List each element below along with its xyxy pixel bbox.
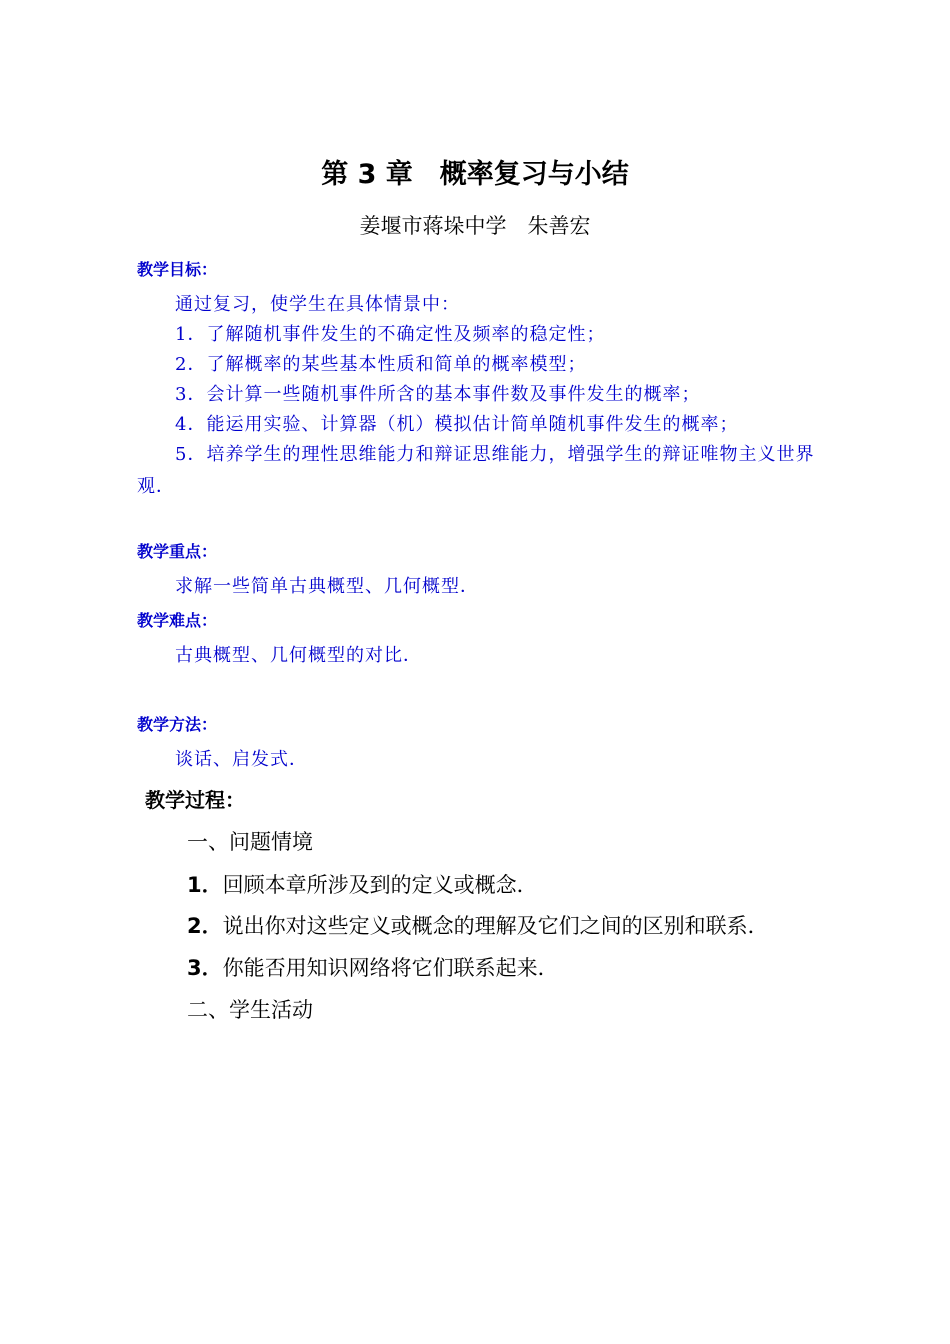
difficulties-text: 古典概型、几何概型的对比．: [175, 645, 422, 666]
key-points-text: 求解一些简单古典概型、几何概型．: [175, 576, 479, 597]
question-number: 2．: [187, 914, 223, 938]
objective-item-5: 5．培养学生的理性思维能力和辩证思维能力，增强学生的辩证唯物主义世界: [175, 444, 815, 465]
objectives-intro: 通过复习，使学生在具体情景中：: [175, 294, 460, 315]
question-text: 你能否用知识网络将它们联系起来．: [222, 956, 559, 980]
methods-heading: 教学方法：: [137, 715, 218, 734]
objective-item-5-continuation: 观．: [137, 476, 175, 497]
process-heading: 教学过程：: [145, 788, 245, 812]
question-item-2: [187, 910, 769, 942]
difficulties-heading: 教学难点：: [137, 611, 218, 630]
question-number: 3．: [187, 956, 223, 980]
author-line: 姜堰市蒋垛中学 朱善宏: [359, 214, 591, 238]
objective-item-1: 1．了解随机事件发生的不确定性及频率的稳定性；: [175, 324, 606, 345]
process-part2-title: 二、学生活动: [187, 998, 313, 1022]
process-part1-title: 一、问题情境: [187, 830, 313, 854]
question-number: 1．: [187, 873, 223, 897]
question-item-3: [187, 952, 559, 984]
question-item-1: [187, 869, 538, 901]
document-title: 第 3 章 概率复习与小结: [321, 159, 629, 190]
objectives-heading: 教学目标：: [137, 260, 218, 279]
objective-item-4: 4．能运用实验、计算器（机）模拟估计简单随机事件发生的概率；: [175, 414, 739, 435]
objective-item-2: 2．了解概率的某些基本性质和简单的概率模型；: [175, 354, 587, 375]
question-text: 说出你对这些定义或概念的理解及它们之间的区别和联系．: [222, 914, 769, 938]
question-text: 回顾本章所涉及到的定义或概念．: [222, 873, 538, 897]
methods-text: 谈话、启发式．: [175, 749, 308, 770]
objective-item-3: 3．会计算一些随机事件所含的基本事件数及事件发生的概率；: [175, 384, 701, 405]
key-points-heading: 教学重点：: [137, 542, 218, 561]
